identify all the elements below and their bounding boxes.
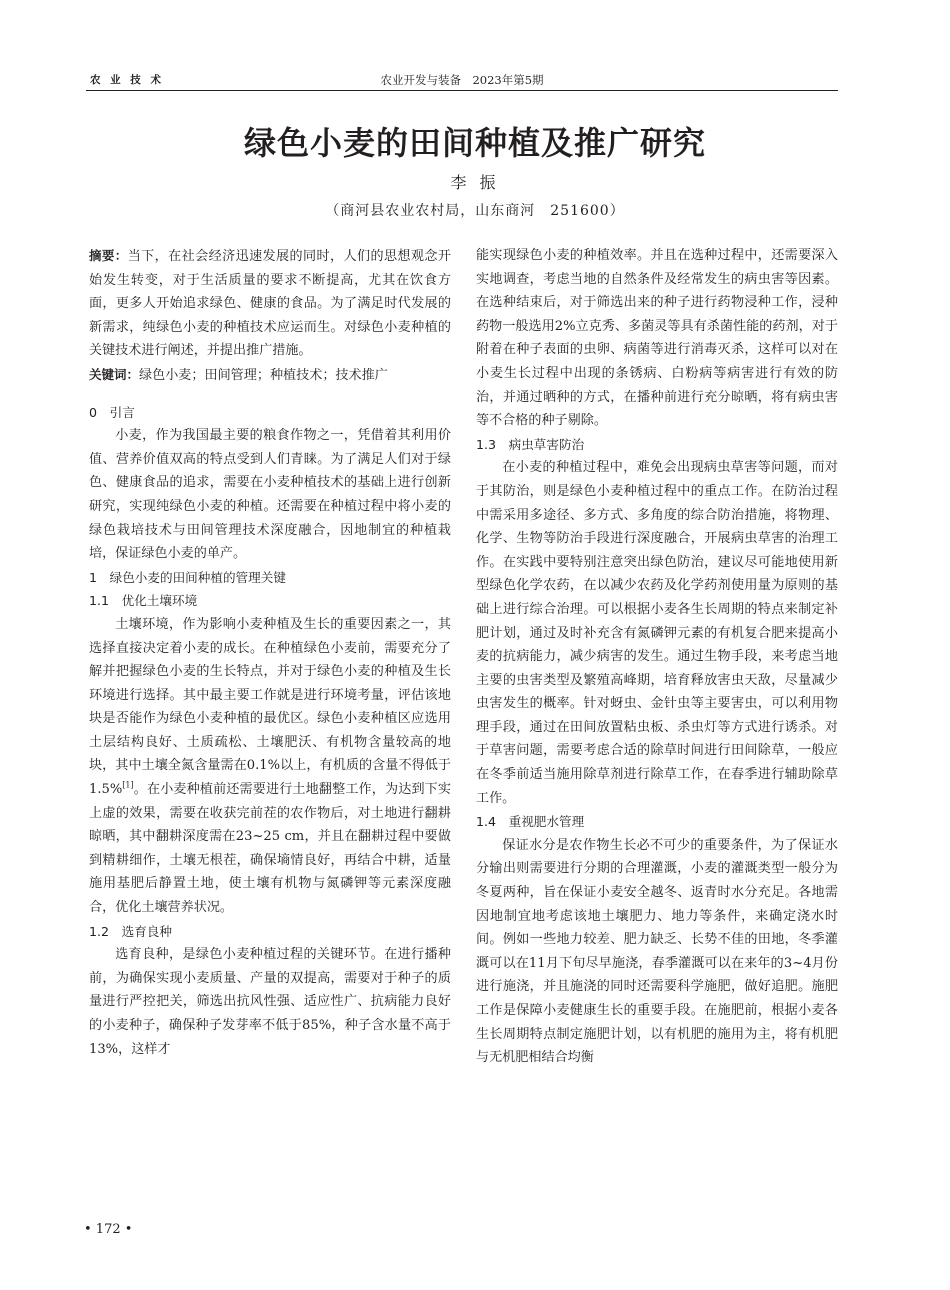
article-title: 绿色小麦的田间种植及推广研究	[243, 124, 706, 162]
author-affiliation: （商河县农业农村局，山东商河 251600）	[325, 203, 625, 219]
paragraph-intro: 小麦，作为我国最主要的粮食作物之一，凭借着其利用价值、营养价值双高的特点受到人们青睐。为了满足人们对于绿色、健康食品的追求，需要在小麦种植技术的基础上进行创新研究，实现纯绿色小麦的种植。还需要在种植过程中将小麦的绿色栽培技术与田间管理技术深度融合，因地制宜的种植栽培，保证绿色小麦的单产。	[89, 428, 451, 562]
paragraph-fertilizer-water: 保证水分是农作物生长必不可少的重要条件，为了保证水分输出则需要进行分期的合理灌溉，小麦的灌溉类型一般分为冬夏两种，旨在保证小麦安全越冬、返青时水分充足。各地需因地制宜地考虑该地土壤肥力、地力等条件，来确定浇水时间。例如一些地力较差、肥力缺乏、长势不佳的田地，冬季灌溉可以在11月下旬尽早施浇，春季灌溉可以在来年的3~4月份进行施浇，并且施浇的同时还需要科学施肥，做好追肥。施肥工作是保障小麦健康生长的重要手段。在施肥前，根据小麦各生长周期特点制定施肥计划，以有机肥的施用为主，将有机肥与无机肥相结合均衡	[476, 837, 838, 1066]
abstract	[89, 244, 451, 363]
header-journal: 农业开发与装备 2023年第5期	[380, 73, 544, 87]
article-author: 李 振	[450, 173, 500, 192]
subsection-heading-1-2: 1.2 选育良种	[89, 923, 172, 939]
right-column	[476, 244, 838, 1070]
header-section: 农 业 技 术	[90, 74, 164, 86]
abstract-label: 摘要：	[89, 248, 128, 263]
keywords	[89, 363, 451, 388]
subsection-heading-1-1: 1.1 优化土壤环境	[89, 593, 198, 609]
subsection-heading-1-3: 1.3 病虫草害防治	[476, 436, 585, 452]
paragraph-seed-continued: 能实现绿色小麦的种植效率。并且在选种过程中，还需要深入实地调查，考虑当地的自然条件及经常发生的病虫害等因素。在选种结束后，对于筛选出来的种子进行药物浸种工作，浸种药物一般选用2%立克秀、多菌灵等具有杀菌性能的药剂，对于附着在种子表面的虫卵、病菌等进行消毒灭杀，这样可以对在小麦生长过程中出现的条锈病、白粉病等病害进行有效的防治，并通过晒种的方式，在播种前进行充分晾晒，将有病虫害等不合格的种子剔除。	[476, 248, 838, 429]
page-number: • 172 •	[84, 1222, 133, 1237]
left-column	[89, 244, 451, 1061]
keywords-text: 绿色小麦；田间管理；种植技术；技术推广	[139, 367, 388, 383]
abstract-text: 当下，在社会经济迅速发展的同时，人们的思想观念开始发生转变，对于生活质量的要求不断提高，尤其在饮食方面，更多人开始追求绿色、健康的食品。为了满足时代发展的新需求，纯绿色小麦的种植技术应运而生。对绿色小麦种植的关键技术进行阐述，并提出推广措施。	[89, 249, 451, 359]
keywords-label: 关键词：	[89, 366, 140, 382]
subsection-heading-1-4: 1.4 重视肥水管理	[476, 814, 585, 830]
paragraph-soil-part2: 。在小麦种植前还需要进行土地翻整工作，为达到下实上虚的效果，需要在收获完前茬的农作物后，对土地进行翻耕晾晒，其中翻耕深度需在23~25 cm，并且在翻耕过程中要做到精耕细作，土壤无根茬，确保墒情良好，再结合中耕，适量施用基肥后静置土地，使土壤有机物与氮磷钾等元素深度融合，优化土壤营养状况。	[89, 782, 451, 916]
paragraph-pest-control: 在小麦的种植过程中，难免会出现病虫草害等问题，而对于其防治，则是绿色小麦种植过程中的重点工作。在防治过程中需采用多途径、多方式、多角度的综合防治措施，将物理、化学、生物等防治手段进行深度融合，开展病虫草害的治理工作。在实践中要特别注意突出绿色防治，建议尽可能地使用新型绿色化学农药，在以减少农药及化学药剂使用量为原则的基础上进行综合治理。可以根据小麦各生长周期的特点来制定补肥计划，通过及时补充含有氮磷钾元素的有机复合肥来提高小麦的抗病能力，减少病害的发生。通过生物手段，来考虑当地主要的虫害类型及繁殖高峰期，培育释放害虫天敌，尽量减少虫害发生的概率。针对蚜虫、金针虫等主要害虫，可以利用物理手段，通过在田间放置粘虫板、杀虫灯等方式进行诱杀。对于草害问题，需要考虑合适的除草时间进行田间除草，一般应在冬季前适当施用除草剂进行除草工作，在春季进行辅助除草工作。	[476, 460, 838, 806]
section-heading-0: 0 引言	[89, 404, 135, 420]
section-heading-1: 1 绿色小麦的田间种植的管理关键	[89, 569, 286, 585]
paragraph-seed: 选育良种，是绿色小麦种植过程的关键环节。在进行播种前，为确保实现小麦质量、产量的双提高，需要对于种子的质量进行严控把关，筛选出抗风性强、适应性广、抗病能力良好的小麦种子，确保种子发芽率不低于85%，种子含水量不高于13%，这样才	[89, 947, 451, 1057]
citation-1: [1]	[122, 780, 134, 790]
running-header	[86, 70, 838, 91]
paragraph-soil	[89, 613, 451, 920]
paragraph-soil-part1: 土壤环境，作为影响小麦种植及生长的重要因素之一，其选择直接决定着小麦的成长。在种植绿色小麦前，需要充分了解并把握绿色小麦的生长特点，并对于绿色小麦的种植及生长环境进行选择。其中最主要工作就是进行环境考量，评估该地块是否能作为绿色小麦种植的最优区。绿色小麦种植区应选用土层结构良好、土质疏松、土壤肥沃、有机物含量较高的地块，其中土壤全氮含量需在0.1%以上，有机质的含量不得低于1.5%	[89, 616, 451, 798]
